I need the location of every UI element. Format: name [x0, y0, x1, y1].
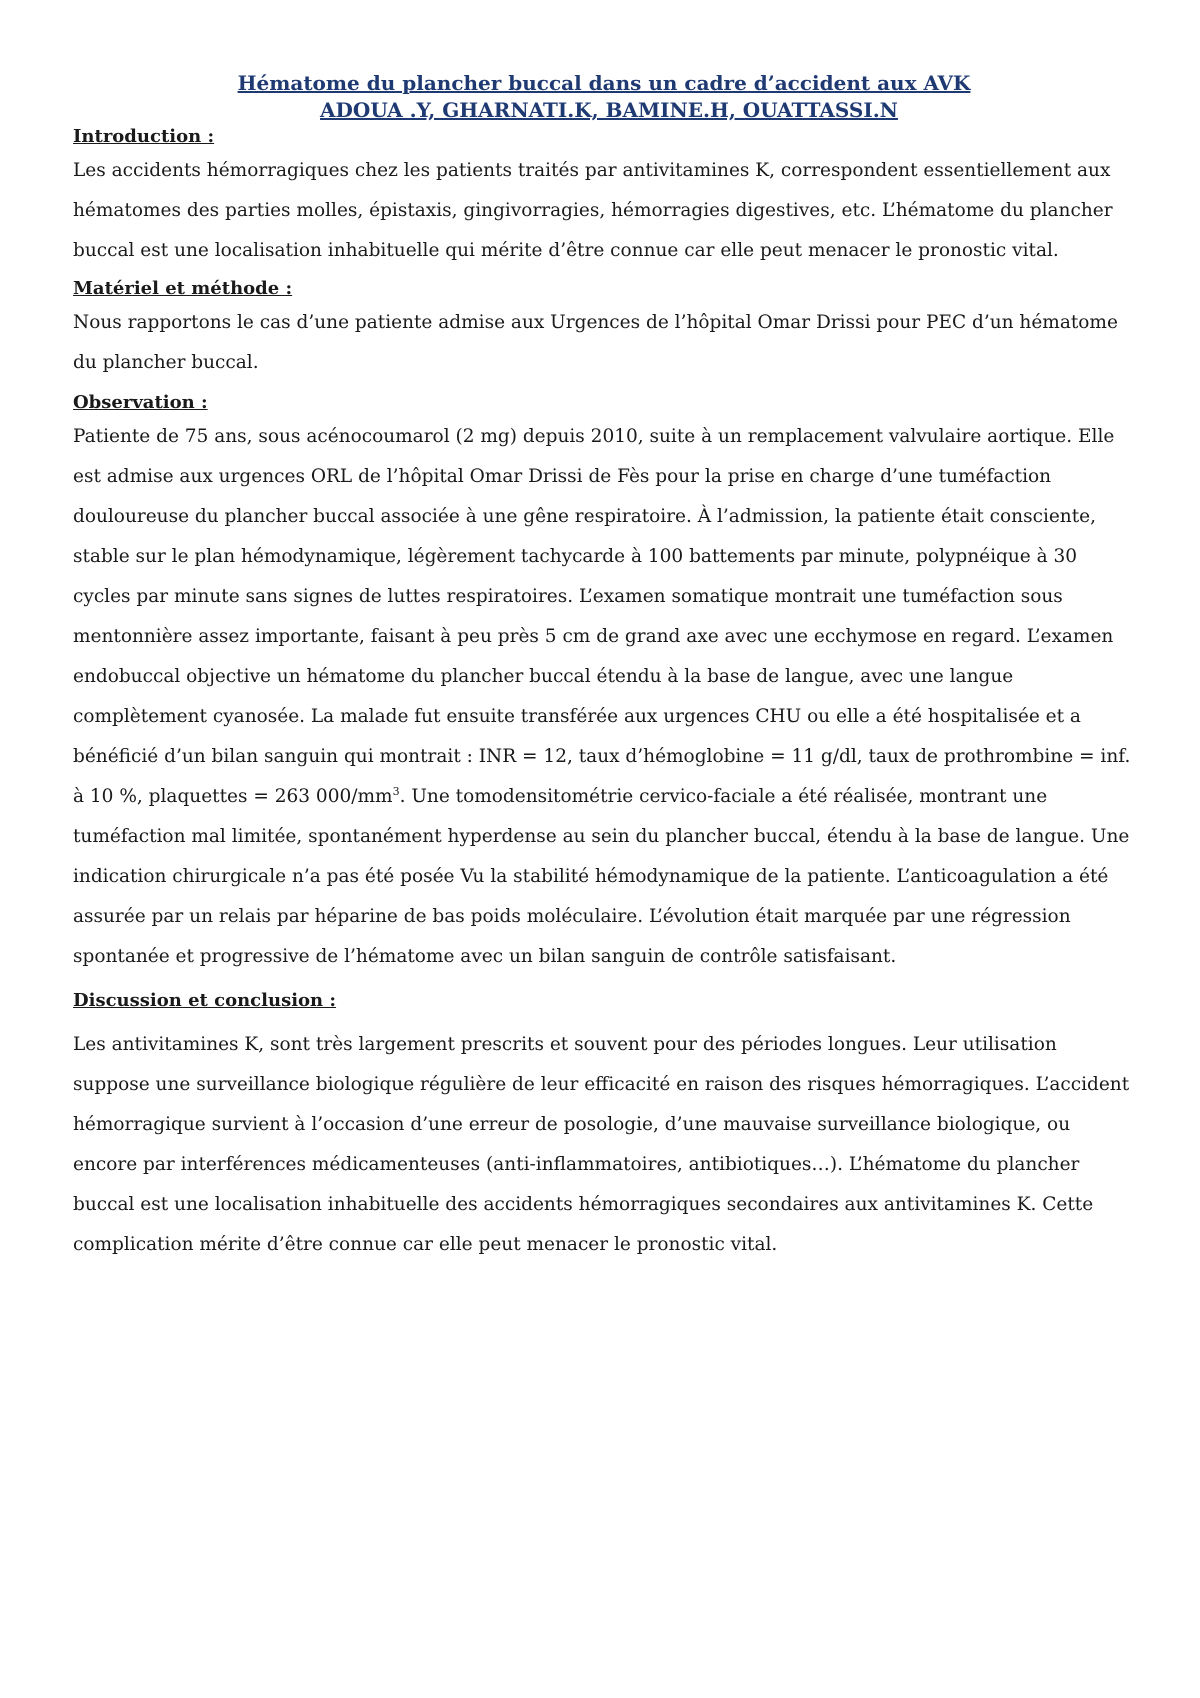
title-block	[73, 70, 1135, 124]
heading-materiel-methode: Matériel et méthode :	[73, 278, 293, 299]
heading-observation: Observation :	[73, 392, 208, 413]
observation-text-part1: Patiente de 75 ans, sous acénocoumarol (2 mg) depuis 2010, suite à un remplacement valvulaire aortique. Elle est admise aux urgences ORL de l’hôpital Omar Drissi de Fès pour la prise en charge d’une tuméfaction douloureuse du plancher buccal associée à une gêne respiratoire. À l’admission, la patiente était consciente, stable sur le plan hémodynamique, légèrement tachycarde à 100 battements par minute, polypnéique à 30 cycles par minute sans signes de luttes respiratoires. L’examen somatique montrait une tuméfaction sous mentonnière assez importante, faisant à peu près 5 cm de grand axe avec une ecchymose en regard. L’examen endobuccal objective un hématome du plancher buccal étendu à la base de langue, avec une langue complètement cyanosée. La malade fut ensuite transférée aux urgences CHU ou elle a été hospitalisée et a bénéficié d’un bilan sanguin qui montrait : INR = 12, taux d’hémoglobine = 11 g/dl, taux de prothrombine = inf. à 10 %, plaquettes = 263 000/mm	[73, 426, 1131, 807]
author-list: ADOUA .Y, GHARNATI.K, BAMINE.H, OUATTASSI.N	[320, 98, 898, 122]
paragraph-materiel-methode: Nous rapportons le cas d’une patiente admise aux Urgences de l’hôpital Omar Drissi pour PEC d’un hématome du plancher buccal.	[73, 312, 1118, 373]
document-title: Hématome du plancher buccal dans un cadre d’accident aux AVK	[237, 71, 971, 95]
section-introduction	[73, 125, 1135, 271]
paragraph-discussion-conclusion: Les antivitamines K, sont très largement prescrits et souvent pour des périodes longues. Leur utilisation suppose une surveillance biologique régulière de leur efficacité en raison des risques hémorragiques. L’accident hémorragique survient à l’occasion d’une erreur de posologie, d’une mauvaise surveillance biologique, ou encore par interférences médicamenteuses (anti-inflammatoires, antibiotiques…). L’hématome du plancher buccal est une localisation inhabituelle des accidents hémorragiques secondaires aux antivitamines K. Cette complication mérite d’être connue car elle peut menacer le pronostic vital.	[73, 1034, 1130, 1255]
document-page	[73, 70, 1135, 1265]
heading-introduction: Introduction :	[73, 126, 215, 147]
section-observation	[73, 391, 1135, 977]
observation-text-part2: . Une tomodensitométrie cervico-faciale a été réalisée, montrant une tuméfaction mal limitée, spontanément hyperdense au sein du plancher buccal, étendu à la base de langue. Une indication chirurgicale n’a pas été posée Vu la stabilité hémodynamique de la patiente. L’anticoagulation a été assurée par un relais par héparine de bas poids moléculaire. L’évolution était marquée par une régression spontanée et progressive de l’hématome avec un bilan sanguin de contrôle satisfaisant.	[73, 786, 1130, 967]
section-materiel-methode	[73, 277, 1135, 383]
paragraph-observation	[73, 417, 1135, 977]
heading-discussion-conclusion: Discussion et conclusion :	[73, 990, 337, 1011]
paragraph-introduction: Les accidents hémorragiques chez les patients traités par antivitamines K, correspondent essentiellement aux hématomes des parties molles, épistaxis, gingivorragies, hémorragies digestives, etc. L’hématome du plancher buccal est une localisation inhabituelle qui mérite d’être connue car elle peut menacer le pronostic vital.	[73, 160, 1113, 261]
superscript-exponent: 3	[392, 784, 400, 798]
section-discussion-conclusion	[73, 989, 1135, 1265]
